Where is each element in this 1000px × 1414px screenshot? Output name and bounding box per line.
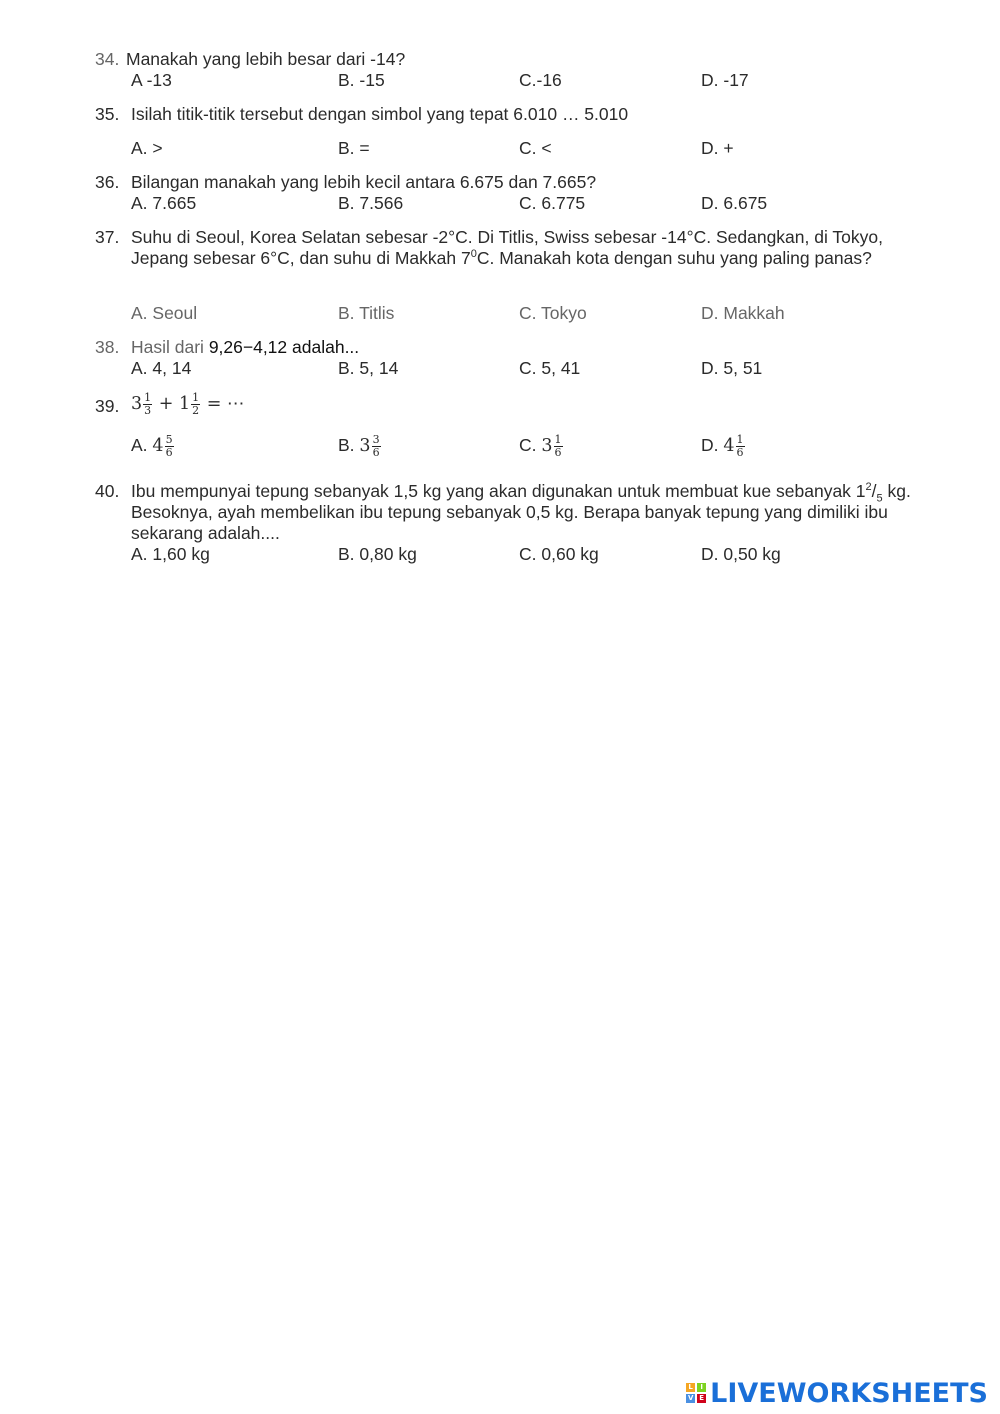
option-c: C. 0,60 kg bbox=[519, 544, 599, 564]
whole: 3 bbox=[541, 436, 553, 457]
option-b: B. 0,80 kg bbox=[338, 544, 417, 564]
option-d: D. + bbox=[701, 138, 734, 158]
denominator: 6 bbox=[736, 446, 744, 459]
options bbox=[131, 544, 911, 570]
whole: 4 bbox=[723, 436, 735, 457]
superscript: 0 bbox=[470, 248, 477, 261]
question-text: Isilah titik-titik tersebut dengan simbol yang tepat 6.010 … 5.010 bbox=[131, 104, 629, 124]
option-a: A. 7.665 bbox=[131, 193, 197, 213]
numerator: 1 bbox=[736, 433, 744, 446]
option-d bbox=[701, 434, 746, 459]
subscript: 5 bbox=[876, 492, 883, 505]
options bbox=[131, 138, 911, 164]
option-c: C. < bbox=[519, 138, 552, 158]
option-a: A. 1,60 kg bbox=[131, 544, 210, 564]
question-text-part: Ibu mempunyai tepung sebanyak 1,5 kg yang akan digunakan untuk membuat kue sebanyak 1 bbox=[131, 481, 866, 501]
option-b: B. 7.566 bbox=[338, 193, 404, 213]
option-a: A. 4, 14 bbox=[131, 358, 192, 378]
question-number: 39. bbox=[95, 396, 120, 416]
whole: 3 bbox=[359, 436, 371, 457]
options bbox=[131, 303, 911, 329]
question-number: 35. bbox=[95, 104, 120, 124]
liveworksheets-logo bbox=[686, 1378, 988, 1408]
question-text-part: kg. Besoknya, ayah membelikan ibu tepung sebanyak 0,5 kg. Berapa banyak tepung yang dimiliki ibu sekarang adalah.... bbox=[131, 481, 911, 543]
denominator: 6 bbox=[372, 446, 380, 459]
numerator: 3 bbox=[372, 433, 380, 446]
option-a bbox=[131, 434, 175, 459]
option-d: D. 6.675 bbox=[701, 193, 768, 213]
option-a: A. > bbox=[131, 138, 163, 158]
fraction bbox=[165, 434, 174, 459]
option-c: C. Tokyo bbox=[519, 303, 587, 323]
fraction bbox=[372, 434, 381, 459]
question-number: 36. bbox=[95, 172, 120, 192]
equals-ellipsis: = ⋯ bbox=[206, 394, 245, 414]
question-number: 40. bbox=[95, 481, 120, 501]
fraction bbox=[736, 434, 745, 459]
logo-text: LIVEWORKSHEETS bbox=[710, 1377, 988, 1409]
question-number: 38. bbox=[95, 337, 120, 357]
superscript: 2 bbox=[865, 481, 872, 494]
question-text: Bilangan manakah yang lebih kecil antara 6.675 dan 7.665? bbox=[131, 172, 597, 192]
question-text-part: C. Manakah kota dengan suhu yang paling panas? bbox=[476, 248, 872, 268]
denominator: 3 bbox=[144, 404, 152, 417]
fraction bbox=[143, 392, 152, 417]
whole: 3 bbox=[131, 394, 143, 414]
option-c: C.-16 bbox=[519, 70, 562, 90]
question-number: 37. bbox=[95, 227, 120, 247]
option-b: B. 5, 14 bbox=[338, 358, 399, 378]
fraction bbox=[191, 392, 200, 417]
denominator: 6 bbox=[554, 446, 562, 459]
option-label: D. bbox=[701, 435, 719, 456]
logo-tile: I bbox=[697, 1383, 706, 1392]
fraction bbox=[554, 434, 563, 459]
numerator: 1 bbox=[144, 391, 152, 404]
whole: 4 bbox=[152, 436, 164, 457]
option-d: D. -17 bbox=[701, 70, 749, 90]
question-text bbox=[131, 227, 911, 269]
option-b: B. -15 bbox=[338, 70, 385, 90]
option-label: A. bbox=[131, 435, 148, 456]
logo-tile: E bbox=[697, 1394, 706, 1403]
option-c: C. 6.775 bbox=[519, 193, 586, 213]
question-expression bbox=[131, 392, 911, 417]
question-number: 34. bbox=[95, 49, 120, 69]
denominator: 2 bbox=[192, 404, 200, 417]
logo-tile: V bbox=[687, 1394, 694, 1402]
option-label: C. bbox=[519, 435, 537, 456]
question-text-part: 9,26−4,12 adalah... bbox=[208, 337, 360, 357]
options bbox=[131, 358, 911, 384]
numerator: 1 bbox=[554, 433, 562, 446]
option-a: A -13 bbox=[131, 70, 172, 90]
option-c: C. 5, 41 bbox=[519, 358, 581, 378]
option-label: B. bbox=[338, 435, 355, 456]
option-d: D. 5, 51 bbox=[701, 358, 763, 378]
question-text-part: Hasil dari bbox=[131, 337, 209, 357]
slash: / bbox=[871, 481, 877, 501]
option-b: B. = bbox=[338, 138, 370, 158]
logo-icon bbox=[686, 1383, 706, 1403]
options bbox=[131, 434, 911, 460]
plus-sign: + bbox=[158, 394, 174, 414]
option-b bbox=[338, 434, 382, 459]
question-text bbox=[131, 337, 911, 358]
question-text-part: Suhu di Seoul, Korea Selatan sebesar -2°C. Di Titlis, Swiss sebesar -14°C. Sedangkan, di Tokyo, Jepang sebesar 6°C, dan suhu di Makkah 7 bbox=[131, 227, 883, 268]
option-d: D. Makkah bbox=[701, 303, 785, 323]
option-b: B. Titlis bbox=[338, 303, 395, 323]
option-c bbox=[519, 434, 564, 459]
whole: 1 bbox=[178, 394, 191, 414]
numerator: 1 bbox=[192, 391, 200, 404]
option-a: A. Seoul bbox=[131, 303, 198, 323]
options bbox=[131, 70, 911, 96]
option-d: D. 0,50 kg bbox=[701, 544, 781, 564]
logo-tile: L bbox=[686, 1383, 695, 1392]
question-text: Manakah yang lebih besar dari -14? bbox=[126, 49, 406, 69]
options bbox=[131, 193, 911, 219]
question-text bbox=[131, 481, 911, 544]
denominator: 6 bbox=[165, 446, 173, 459]
numerator: 5 bbox=[165, 433, 173, 446]
